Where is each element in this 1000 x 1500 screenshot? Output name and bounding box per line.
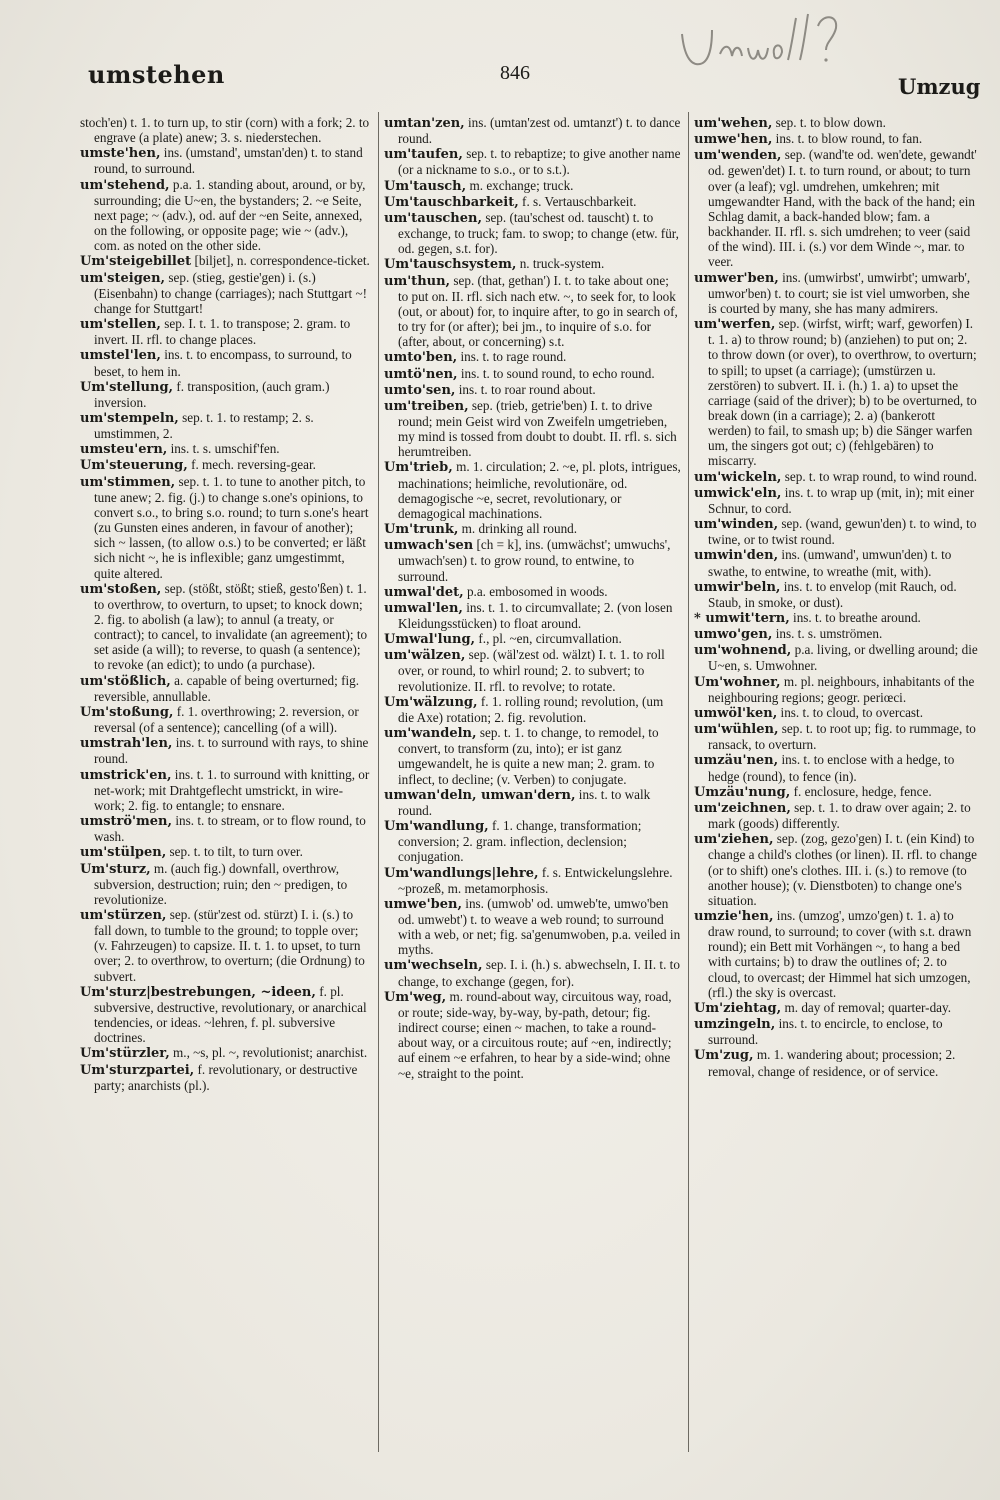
entry-definition: sep. (wand, gewun'den) t. to wind, to twine, or to twist round.: [708, 516, 977, 548]
dictionary-entry: [384, 787, 682, 818]
entry-definition: n. truck-system.: [519, 256, 605, 272]
column-rule: [688, 112, 689, 1452]
entry-definition: ins. t. to sound round, to echo round.: [460, 365, 655, 381]
entry-definition: m. (auch fig.) downfall, overthrow, subversion, destruction; ruin; den ~ predigen, to revolutionize.: [94, 860, 348, 907]
entry-headword: umwan'deln, umwan'dern,: [384, 787, 576, 803]
dictionary-entry: [694, 642, 979, 673]
dictionary-entry: [384, 210, 682, 256]
dictionary-entry: [384, 694, 682, 725]
entry-headword: Um'stellung,: [80, 379, 174, 395]
entry-definition: f. transposition, (auch gram.) inversion.: [94, 378, 330, 410]
entry-headword: um'wohnend,: [694, 643, 792, 659]
entry-headword: umwe'hen,: [694, 132, 773, 148]
entry-definition: m., ~s, pl. ~, revolutionist; anarchist.: [173, 1045, 368, 1061]
entry-definition: ins. t. to blow round, to fan.: [775, 131, 923, 147]
entry-definition: sep. (wirfst, wirft; warf, geworfen) I. t. 1. a) to throw round; b) (anziehen) to put on; 2. to throw down (or over), to overthrow, to overturn; to spill; to upset (a carriage); (umstürzen u. zerstören) to subvert. II. i. (h.) 1. a) to upset the carriage (said of the driver); b) to be overturned, to break down (in a carriage); 2. a) (bankerott werden) to fail, to smash up; b) die Sänger warfen um, the singers got out; c) (fehlgebären) to miscarry.: [708, 316, 977, 469]
entry-headword: um'stürzen,: [80, 907, 167, 923]
dictionary-entry: [694, 800, 979, 831]
entry-headword: um'wehen,: [694, 116, 773, 131]
entry-definition: f. 1. rolling round; revolution, (um die Axe) rotation; 2. fig. revolution.: [398, 693, 664, 725]
column-1: [80, 115, 372, 1460]
entry-headword: umsteu'ern,: [80, 442, 168, 458]
entry-definition: [ch = k], ins. (umwächst'; umwuchs', umwach'sen) t. to grow round, to entwine, to surround.: [398, 537, 671, 584]
entry-definition: sep. (trieb, getrie'ben) I. t. to drive round; mein Geist wird von Zweifeln umgetrieben, my mind is tossed from doubt to doubt. II. rfl. s. sich herumtreiben.: [398, 397, 677, 460]
dictionary-entry: [80, 767, 372, 813]
dictionary-entry: [80, 673, 372, 704]
entry-headword: Um'wälzung,: [384, 694, 478, 710]
dictionary-entry: [384, 537, 682, 583]
entry-definition: sep. (wand'te od. wen'dete, gewandt' od. gewen'det) I. t. to turn round, or about; to turn over (a leaf); vgl. umdrehen, umkehren; mit umgewandter Hand, with the back of the hand; ein Schlag damit, a back-handed blow; fam. a backhander. II. rfl. s. sich umdrehen; to veer (said of the wind). III. i. (s.) vor dem Winde ~, mar. to veer.: [708, 147, 977, 270]
entry-headword: um'treiben,: [384, 398, 469, 414]
entry-definition: ins. (umzog', umzo'gen) t. 1. a) to draw round, to surround; to cover (with s.t. drawn round); ein Bett mit Vorhängen ~, to hang a bed with curtains; b) to draw the outlines of; 2. to cloud, to overcast; der Himmel hat sich umzogen, (rfl.) the sky is overcast.: [708, 907, 972, 1000]
entry-definition: sep. t. to blow down.: [775, 115, 886, 130]
entry-headword: um'thun,: [384, 273, 451, 289]
entry-definition: sep. t. to wrap round, to wind round.: [784, 468, 978, 484]
entry-headword: um'wandeln,: [384, 726, 477, 742]
entry-definition: ins. t. s. umströmen.: [775, 626, 883, 642]
dictionary-entry: [80, 457, 372, 473]
entry-headword: um'ziehen,: [694, 832, 774, 848]
dictionary-entry: [80, 410, 372, 441]
dictionary-entry: [694, 721, 979, 752]
entry-definition: m. day of removal; quarter-day.: [784, 999, 952, 1015]
dictionary-entry: [80, 984, 372, 1046]
dictionary-entry: [384, 818, 682, 864]
entry-definition: ins. t. to walk round.: [398, 786, 651, 818]
dictionary-entry: [694, 469, 979, 485]
entry-definition: m. drinking all round.: [461, 521, 578, 537]
entry-headword: Um'ziehtag,: [694, 1000, 782, 1016]
entry-headword: um'wälzen,: [384, 648, 466, 664]
entry-headword: umwer'ben,: [694, 270, 779, 286]
dictionary-entry: [384, 194, 682, 210]
entry-definition: ins. t. to rage round.: [460, 349, 567, 365]
dictionary-entry: [384, 521, 682, 537]
entry-headword: umzäu'nen,: [694, 753, 779, 769]
dictionary-entry: [384, 957, 682, 988]
entry-headword: umströ'men,: [80, 814, 173, 830]
dictionary-entry: [384, 178, 682, 194]
entry-headword: Umwal'lung,: [384, 632, 476, 648]
entry-headword: umwal'len,: [384, 600, 463, 616]
entry-definition: sep. I. i. (h.) s. abwechseln, I. II. t. to change, to exchange (gegen, for).: [398, 957, 680, 989]
column-3: [694, 115, 979, 1460]
entry-definition: stoch'en) t. 1. to turn up, to stir (corn) with a fork; 2. to engrave (a plate) anew; 3. s. niederstechen.: [80, 115, 370, 146]
entry-definition: sep. (stür'zest od. stürzt) I. i. (s.) to fall down, to tumble to the ground; to topple over; (v. Fahrzeugen) to capsize. II. t. 1. to upset, to turn over; 2. to overthrow, to overturn; (die Ordnung) to subvert.: [94, 906, 365, 984]
dictionary-entry: [694, 831, 979, 908]
entry-definition: sep. (stößt, stößt; stieß, gesto'ßen) t. 1. to overthrow, to overturn, to upset; to knock down; 2. fig. to abolish (a law); to annul (a treaty, or contract); to cancel, to invalidate (an agreement); to set aside (a will); to reverse, to quash (a sentence); to revoke (an edict); to undo (a purchase).: [94, 580, 368, 673]
entry-definition: ins. (umstand', umstan'den) t. to stand round, to surround.: [94, 145, 363, 177]
dictionary-entry: [80, 379, 372, 410]
dictionary-entry: [694, 547, 979, 578]
dictionary-entry: [80, 145, 372, 176]
entry-headword: umto'ben,: [384, 350, 458, 366]
dictionary-entry: [384, 865, 682, 896]
entry-headword: umstrah'len,: [80, 736, 173, 752]
dictionary-entry: [694, 147, 979, 269]
entry-definition: ins. t. to envelop (mit Rauch, od. Staub, in smoke, or dust).: [708, 578, 957, 610]
entry-headword: Um'tauschbarkeit,: [384, 194, 519, 210]
entry-headword: um'stempeln,: [80, 410, 179, 426]
entry-definition: ins. t. to encircle, to enclose, to surround.: [708, 1016, 943, 1048]
pencil-handwritten-note: [676, 4, 846, 84]
entry-headword: umwe'ben,: [384, 896, 462, 912]
entry-headword: um'winden,: [694, 517, 779, 533]
entry-definition: m. 1. circulation; 2. ~e, pl. plots, intrigues, machinations; heimliche, revolutionäre, od. demagogische ~e, secret, revolutionary, or demagogical machinations.: [398, 459, 681, 521]
entry-headword: um'stehend,: [80, 177, 170, 193]
entry-definition: ins. (umwirbst', umwirbt'; umwarb', umwor'ben) t. to court; sie ist viel umworben, she is courted by many, she has many admirers.: [708, 269, 971, 316]
entry-definition: sep. t. to tilt, to turn over.: [169, 844, 303, 860]
entry-headword: Um'wandlungs|lehre,: [384, 865, 539, 881]
dictionary-entry: [694, 674, 979, 705]
entry-definition: f. 1. overthrowing; 2. reversion, or reversal (of a sentence); cancelling (of a will).: [94, 703, 359, 736]
dictionary-entry: [694, 516, 979, 547]
entry-headword: Um'weg,: [384, 989, 447, 1005]
dictionary-entry: [80, 844, 372, 860]
dictionary-entry: [80, 347, 372, 378]
entry-headword: um'stimmen,: [80, 474, 176, 490]
dictionary-entry: [80, 704, 372, 735]
dictionary-entry: [384, 459, 682, 521]
entry-headword: Um'tauschsystem,: [384, 257, 517, 273]
entry-definition: sep. (wäl'zest od. wälzt) I. t. 1. to roll over, or round, to whirl round; 2. to subvert; to revolutionize. II. rfl. to revolve; to rotate.: [398, 647, 665, 694]
dictionary-entry: [80, 115, 372, 145]
entry-headword: um'stößlich,: [80, 673, 171, 689]
column-rule: [378, 112, 379, 1452]
entry-headword: Um'sturz,: [80, 861, 151, 877]
dictionary-entry: [694, 131, 979, 147]
entry-definition: sep. I. t. 1. to transpose; 2. gram. to invert. II. rfl. to change places.: [94, 316, 351, 348]
dictionary-entry: [80, 907, 372, 984]
dictionary-entry: [384, 382, 682, 398]
entry-definition: f. s. Vertauschbarkeit.: [522, 193, 637, 209]
entry-definition: ins. t. 1. to circumvallate; 2. (von losen Kleidungsstücken) to float around.: [398, 599, 673, 631]
entry-definition: ins. (umwand', umwun'den) t. to swathe, to entwine, to wreathe (mit, with).: [708, 547, 952, 579]
entry-definition: ins. t. to surround with rays, to shine round.: [94, 735, 369, 767]
dictionary-entry: [384, 600, 682, 631]
dictionary-entry: [694, 1000, 979, 1016]
entry-headword: Um'wohner,: [694, 674, 781, 690]
dictionary-entry: [384, 398, 682, 460]
dictionary-entry: [694, 752, 979, 783]
entry-definition: ins. t. to stream, or to flow round, to wash.: [94, 813, 366, 845]
dictionary-entry: [384, 896, 682, 958]
entry-definition: ins. t. 1. to surround with knitting, or net-work; mit Drahtgeflecht umstrickt, in wire-work; 2. fig. to entangle; to ensnare.: [94, 766, 370, 813]
dictionary-entry: [694, 485, 979, 516]
entry-headword: Um'stoßung,: [80, 704, 174, 720]
entry-headword: umstrick'en,: [80, 767, 172, 783]
entry-definition: ins. t. s. umschif'fen.: [170, 441, 280, 457]
dictionary-entry: [384, 115, 682, 146]
entry-headword: um'steigen,: [80, 270, 166, 286]
dictionary-entry: [80, 316, 372, 347]
entry-headword: umtan'zen,: [384, 116, 465, 131]
entry-headword: Um'zug,: [694, 1048, 754, 1064]
entry-headword: * umwit'tern,: [694, 611, 790, 626]
dictionary-entry: [80, 177, 372, 254]
entry-headword: umwal'det,: [384, 584, 464, 600]
entry-headword: umwo'gen,: [694, 627, 773, 643]
entry-definition: a. capable of being overturned; fig. reversible, annullable.: [94, 672, 360, 704]
entry-definition: ins. t. to enclose with a hedge, to hedge (round), to fence (in).: [708, 752, 955, 784]
entry-definition: [biljet], n. correspondence-ticket.: [194, 253, 370, 269]
entry-headword: Um'wandlung,: [384, 819, 489, 835]
dictionary-entry: [384, 366, 682, 382]
entry-headword: um'stoßen,: [80, 581, 162, 597]
entry-headword: umwir'beln,: [694, 579, 781, 595]
entry-definition: f. mech. reversing-gear.: [191, 457, 316, 473]
entry-definition: sep. t. 1. to tune to another pitch, to tune anew; 2. fig. (j.) to change s.one's opinions, to convert s.o., to bring s.o. round; to turn s.one's heart (zu Gunsten eines anderen, in favour of another); sich ~ lassen, (to allow o.s.) to be converted; er läßt sich nicht ~, he is inflexible; ganz umgestimmt, quite altered.: [94, 473, 369, 581]
dictionary-entry: [384, 631, 682, 647]
entry-headword: Um'stürzler,: [80, 1046, 170, 1062]
dictionary-entry: [80, 861, 372, 907]
entry-definition: p.a. embosomed in woods.: [466, 583, 608, 599]
entry-definition: f., pl. ~en, circumvallation.: [478, 631, 622, 647]
entry-definition: ins. t. to encompass, to surround, to beset, to hem in.: [94, 347, 352, 379]
entry-headword: um'taufen,: [384, 147, 463, 163]
entry-definition: ins. t. to breathe around.: [793, 610, 921, 625]
entry-headword: Umzäu'nung,: [694, 784, 791, 800]
entry-headword: Um'tausch,: [384, 178, 467, 194]
entry-headword: Um'sturz|bestrebungen, ~ideen,: [80, 984, 316, 1000]
entry-headword: umwick'eln,: [694, 485, 782, 501]
entry-definition: sep. t. 1. to change, to remodel, to convert, to transform (zu, into); er ist ganz umgewandelt, he is quite a new man; 2. gram. to inflect, to decline; (v. Verben) to conjugate.: [398, 725, 659, 787]
dictionary-entry: [384, 256, 682, 272]
dictionary-entry: [384, 273, 682, 350]
entry-headword: Um'steuerung,: [80, 458, 188, 474]
entry-definition: f. revolutionary, or destructive party; anarchists (pl.).: [94, 1061, 358, 1093]
dictionary-entry: [694, 270, 979, 316]
dictionary-entry: [694, 908, 979, 1000]
entry-definition: sep. t. 1. to draw over again; 2. to mark (goods) differently.: [708, 799, 971, 832]
running-head-first-word: umstehen: [88, 60, 225, 89]
dictionary-entry: [80, 581, 372, 673]
dictionary-entry: [80, 441, 372, 457]
entry-headword: um'tauschen,: [384, 210, 483, 226]
entry-definition: sep. t. to root up; fig. to rummage, to ransack, to overturn.: [708, 721, 976, 753]
entry-headword: um'wühlen,: [694, 722, 779, 738]
entry-headword: umwin'den,: [694, 548, 779, 564]
entry-definition: sep. (that, gethan') I. t. to take about one; to put on. II. rfl. sich nach etw. ~, to seek for, to look (out, or about) for, to inquire after, to go in search of, to try for (or after); bei jm., to inquire of s.o. for (after, about, or concerning) s.t.: [398, 272, 678, 350]
dictionary-entry: [384, 584, 682, 600]
dictionary-entry: [384, 725, 682, 787]
dictionary-entry: [694, 705, 979, 721]
entry-headword: um'wechseln,: [384, 958, 483, 974]
entry-definition: sep. (zog, gezo'gen) I. t. (ein Kind) to change a child's clothes (or linen). II. rfl. to change (or to shift) one's clothes. III. i. (s.) to remove (to another house); (v. Dienstboten) to change one's situation.: [708, 831, 977, 908]
entry-definition: sep. t. 1. to restamp; 2. s. umstimmen, 2.: [94, 409, 314, 442]
entry-headword: um'zeichnen,: [694, 800, 791, 816]
entry-headword: um'wenden,: [694, 148, 782, 164]
entry-headword: umtö'nen,: [384, 366, 458, 382]
entry-definition: ins. t. to roar round about.: [458, 381, 596, 397]
entry-headword: umzie'hen,: [694, 908, 774, 924]
dictionary-entry: [694, 115, 979, 131]
entry-headword: Um'sturzpartei,: [80, 1062, 195, 1078]
dictionary-entry: [384, 349, 682, 365]
entry-definition: ins. (umtan'zest od. umtanzt') t. to dance round.: [398, 115, 681, 147]
entry-headword: umwöl'ken,: [694, 705, 778, 721]
entry-definition: p.a. living, or dwelling around; die U~en, s. Umwohner.: [708, 642, 978, 674]
dictionary-entry: [694, 579, 979, 610]
entry-definition: m. 1. wandering about; procession; 2. removal, change of residence, or of service.: [708, 1047, 956, 1079]
dictionary-entry: [80, 1062, 372, 1093]
entry-definition: ins. (umwob' od. umweb'te, umwo'ben od. umwebt') t. to weave a web round; to surround with a web, or net; fig. sa'genumwoben, p.a. veiled in myths.: [398, 895, 681, 958]
dictionary-entry: [694, 610, 979, 626]
dictionary-entry: [694, 626, 979, 642]
dictionary-entry: [694, 1016, 979, 1047]
entry-definition: sep. (tau'schest od. tauscht) t. to exchange, to truck; fam. to swop; to change (etw. für, od. gegen, s.t. for).: [398, 209, 679, 257]
entry-headword: um'werfen,: [694, 317, 776, 333]
entry-headword: Um'steigebillet: [80, 254, 192, 270]
entry-definition: m. exchange; truck.: [469, 177, 574, 193]
entry-definition: m. pl. neighbours, inhabitants of the neighbouring regions; geogr. periœci.: [708, 673, 975, 705]
entry-headword: umwach'sen: [384, 538, 474, 554]
dictionary-entry: [694, 316, 979, 469]
dictionary-entry: [694, 784, 979, 800]
entry-definition: sep. (stieg, gestie'gen) i. (s.) (Eisenbahn) to change (carriages); nach Stuttgart ~! change for Stuttgart!: [94, 269, 367, 316]
entry-definition: m. round-about way, circuitous way, road, or route; side-way, by-way, by-path, detour; fig. indirect course; einen ~ machen, to take a round-about way, or a circuitous route; auf ~en, indirectly; auf einem ~e erfahren, to hear by a side-wind; ohne ~e, straight to the point.: [398, 988, 672, 1081]
entry-headword: Um'trieb,: [384, 460, 453, 476]
dictionary-entry: [80, 253, 372, 269]
entry-definition: f. enclosure, hedge, fence.: [793, 783, 932, 799]
column-2: [384, 115, 682, 1460]
entry-definition: p.a. 1. standing about, around, or by, surrounding; die U~en, the bystanders; 2. ~e Seite, next page; ~ (adv.), od. auf der ~en Seite, annexed, on the following, or opposite page; wie ~ (adv.), com. as noted on the other side.: [94, 176, 366, 254]
dictionary-entry: [80, 1045, 372, 1061]
running-head-last-word: Umzug: [898, 74, 981, 99]
entry-definition: ins. t. to wrap up (mit, in); mit einer Schnur, to cord.: [708, 484, 975, 516]
entry-headword: umste'hen,: [80, 146, 161, 162]
dictionary-entry: [80, 474, 372, 581]
entry-headword: umstel'len,: [80, 348, 161, 364]
dictionary-entry: [80, 813, 372, 844]
dictionary-entry: [384, 647, 682, 693]
entry-definition: sep. t. to rebaptize; to give another name (or a nickname to s.o., or to s.t.).: [398, 146, 681, 178]
entry-headword: um'wickeln,: [694, 469, 782, 485]
entry-headword: um'stülpen,: [80, 845, 167, 861]
dictionary-entry: [694, 1047, 979, 1078]
entry-definition: ins. t. to cloud, to overcast.: [780, 704, 924, 720]
entry-definition: f. pl. subversive, destructive, revolutionary, or anarchical tendencies, or ideas. ~lehren, f. pl. subversive doctrines.: [94, 983, 367, 1046]
entry-headword: Um'trunk,: [384, 522, 459, 538]
dictionary-entry: [384, 989, 682, 1081]
dictionary-entry: [80, 735, 372, 766]
entry-headword: um'stellen,: [80, 317, 161, 333]
dictionary-entry: [80, 270, 372, 316]
entry-definition: f. 1. change, transformation; conversion; 2. gram. inflection, declension; conjugation.: [398, 818, 642, 865]
page-number: 846: [500, 62, 530, 84]
entry-definition: f. s. Entwickelungslehre. ~prozeß, m. metamorphosis.: [398, 864, 673, 896]
entry-headword: umto'sen,: [384, 382, 456, 398]
dictionary-entry: [384, 146, 682, 177]
entry-headword: umzingeln,: [694, 1017, 776, 1033]
